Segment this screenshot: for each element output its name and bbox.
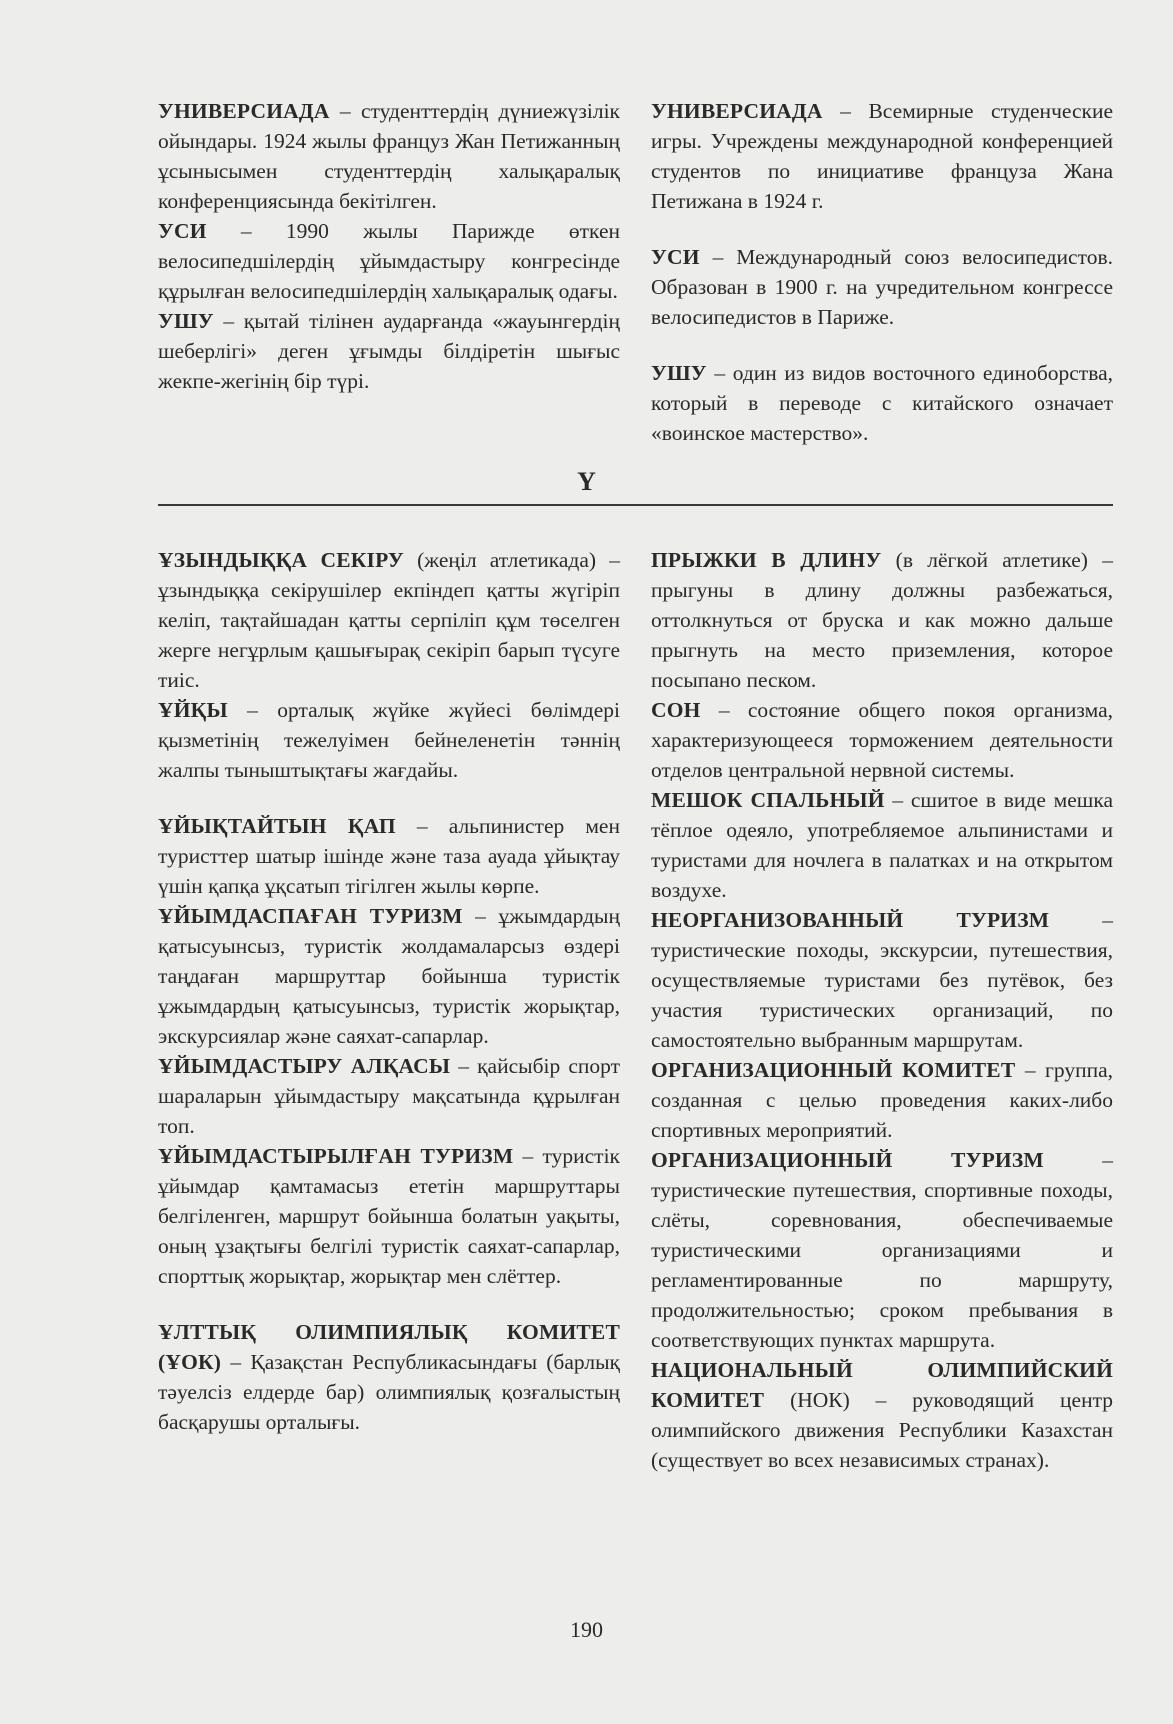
entry-term: ҰЙҚЫ (158, 698, 228, 722)
bottom-entries-section (158, 545, 1113, 1475)
entry-term: УСИ (651, 245, 700, 269)
entry-definition: (в лёгкой атлетике) – прыгуны в длину должны разбежаться, оттолкнуться от бруска и как можно дальше прыгнуть на место приземления, которое посыпано песком. (651, 548, 1113, 692)
entry-definition: – ұжымдардың қатысуынсыз, туристік жолдамаларсыз өздері таңдаған маршруттар бойынша туристік ұжымдардың қатысуынсыз, туристік жорықтар, экскурсиялар және саяхат-сапарлар. (158, 904, 620, 1048)
entry-wushu-ru (651, 358, 1113, 448)
entry-term: УНИВЕРСИАДА (158, 99, 330, 123)
entry-term: НАЦИОНАЛЬНЫЙ ОЛИМПИЙСКИЙ КОМИТЕТ (651, 1358, 1113, 1412)
entry-usi-kz (158, 216, 620, 306)
entry-term: ҰЛТТЫҚ ОЛИМПИЯЛЫҚ КОМИТЕТ (ҰОК) (158, 1320, 620, 1374)
entry-definition: – қайсыбір спорт шараларын ұйымдастыру мақсатында құрылған топ. (158, 1054, 621, 1138)
entry-definition: – туристические походы, экскурсии, путешествия, осуществляемые туристами без путёвок, без участия туристических организаций, по самостоятельно выбранным маршрутам. (651, 908, 1113, 1052)
entry-term: ҰЙЫМДАСТЫРЫЛҒАН ТУРИЗМ (158, 1144, 514, 1168)
kazakh-column-bottom (158, 545, 620, 1475)
entry-definition: – туристік ұйымдар қамтамасыз ететін маршруттары белгіленген, маршрут бойынша болатын уақыты, оның ұзақтығы белгілі туристік саяхат-сапарлар, спорттық жорықтар, жорықтар мен слёттер. (158, 1144, 621, 1288)
entry-definition: – Қазақстан Республикасындағы (барлық тәуелсіз елдерде бар) олимпиялық қозғалыстың басқарушы орталығы. (158, 1350, 620, 1434)
entry-term: НЕОРГАНИЗОВАННЫЙ ТУРИЗМ (651, 908, 1050, 932)
entry-term: МЕШОК СПАЛЬНЫЙ (651, 788, 885, 812)
entry-definition: – альпинистер мен туристтер шатыр ішінде және таза ауада ұйықтау үшін қапқа ұқсатып тігілген жылы көрпе. (158, 814, 620, 898)
top-entries-section (158, 96, 1113, 448)
entry-universiade-ru (651, 96, 1113, 216)
entry-definition: – 1990 жылы Парижде өткен велосипедшілердің ұйымдастыру конгресінде құрылған велосипедшілердің халықаралық одағы. (158, 219, 620, 303)
entry-term: ОРГАНИЗАЦИОННЫЙ КОМИТЕТ (651, 1058, 1016, 1082)
entry-noc-kz (158, 1317, 620, 1437)
entry-organized-tourism-ru (651, 1145, 1113, 1355)
entry-term: УШУ (651, 361, 707, 385)
entry-definition: – қытай тілінен аударғанда «жауынгердің шеберлігі» деген ұғымды білдіретін шығыс жекпе-жегінің бір түрі. (158, 309, 620, 393)
section-letter-heading: Ү (577, 467, 596, 496)
entry-term: УНИВЕРСИАДА (651, 99, 823, 123)
entry-usi-ru (651, 242, 1113, 332)
entry-term: УСИ (158, 219, 207, 243)
entry-noc-ru (651, 1355, 1113, 1475)
entry-definition: (НОК) – руководящий центр олимпийского движения Республики Казахстан (существует во всех независимых странах). (651, 1388, 1113, 1472)
russian-column-bottom (651, 545, 1113, 1475)
entry-definition: – состояние общего покоя организма, характеризующееся торможением деятельности отделов центральной нервной системы. (651, 698, 1113, 782)
entry-sleep-kz (158, 695, 620, 785)
entry-definition: – Международный союз велосипедистов. Образован в 1900 г. на учредительном конгрессе велосипедистов в Париже. (651, 245, 1113, 329)
entry-term: ҰЙЫМДАСПАҒАН ТУРИЗМ (158, 904, 463, 928)
entry-organizing-committee-kz (158, 1051, 620, 1141)
entry-term: УШУ (158, 309, 214, 333)
entry-definition: – один из видов восточного единоборства, который в переводе с китайского означает «воинское мастерство». (651, 361, 1113, 445)
entry-unorganized-tourism-ru (651, 905, 1113, 1055)
entry-definition: – Всемирные студенческие игры. Учреждены международной конференцией студентов по инициативе француза Жана Петижана в 1924 г. (651, 99, 1113, 213)
entry-definition: – студенттердің дүниежүзілік ойындары. 1924 жылы француз Жан Петижанның ұсынысымен студенттердің халықаралық конференциясында бекітілген. (158, 99, 620, 213)
entry-definition: – группа, созданная с целью проведения каких-либо спортивных мероприятий. (651, 1058, 1113, 1142)
entry-definition: (жеңіл атлетикада) – ұзындыққа секірушілер екпіндеп қатты жүгіріп келіп, тақтайшадан қатты серпіліп құм төселген жерге негұрлым қашығырақ секіріп барып түсуге тиіс. (158, 548, 621, 692)
entry-organizing-committee-ru (651, 1055, 1113, 1145)
entry-organized-tourism-kz (158, 1141, 620, 1291)
entry-term: ОРГАНИЗАЦИОННЫЙ ТУРИЗМ (651, 1148, 1044, 1172)
entry-definition: – орталық жүйке жүйесі бөлімдері қызметінің тежелуімен бейнеленетін тәннің жалпы тыныштықтағы жағдайы. (158, 698, 620, 782)
entry-sleep-ru (651, 695, 1113, 785)
entry-sleeping-bag-ru (651, 785, 1113, 905)
entry-term: ҰЙЫҚТАЙТЫН ҚАП (158, 814, 396, 838)
page-number: 190 (570, 1617, 603, 1642)
entry-term: ҰЗЫНДЫҚҚА СЕКІРУ (158, 548, 404, 572)
entry-universiade-kz (158, 96, 620, 216)
entry-sleeping-bag-kz (158, 811, 620, 901)
entry-long-jump-ru (651, 545, 1113, 695)
entry-term: ҰЙЫМДАСТЫРУ АЛҚАСЫ (158, 1054, 451, 1078)
kazakh-column-top (158, 96, 620, 448)
entry-term: СОН (651, 698, 701, 722)
entry-wushu-kz (158, 306, 620, 396)
entry-unorganized-tourism-kz (158, 901, 620, 1051)
entry-term: ПРЫЖКИ В ДЛИНУ (651, 548, 882, 572)
entry-definition: – сшитое в виде мешка тёплое одеяло, употребляемое альпинистами и туристами для ночлега в палатках и на открытом воздухе. (651, 788, 1113, 902)
entry-definition: – туристические путешествия, спортивные походы, слёты, соревнования, обеспечиваемые туристическими организациями и регламентированные по маршруту, продолжительностью; сроком пребывания в соответствующих пунктах маршрута. (651, 1148, 1114, 1352)
section-divider (158, 504, 1113, 506)
russian-column-top (651, 96, 1113, 448)
entry-long-jump-kz (158, 545, 620, 695)
